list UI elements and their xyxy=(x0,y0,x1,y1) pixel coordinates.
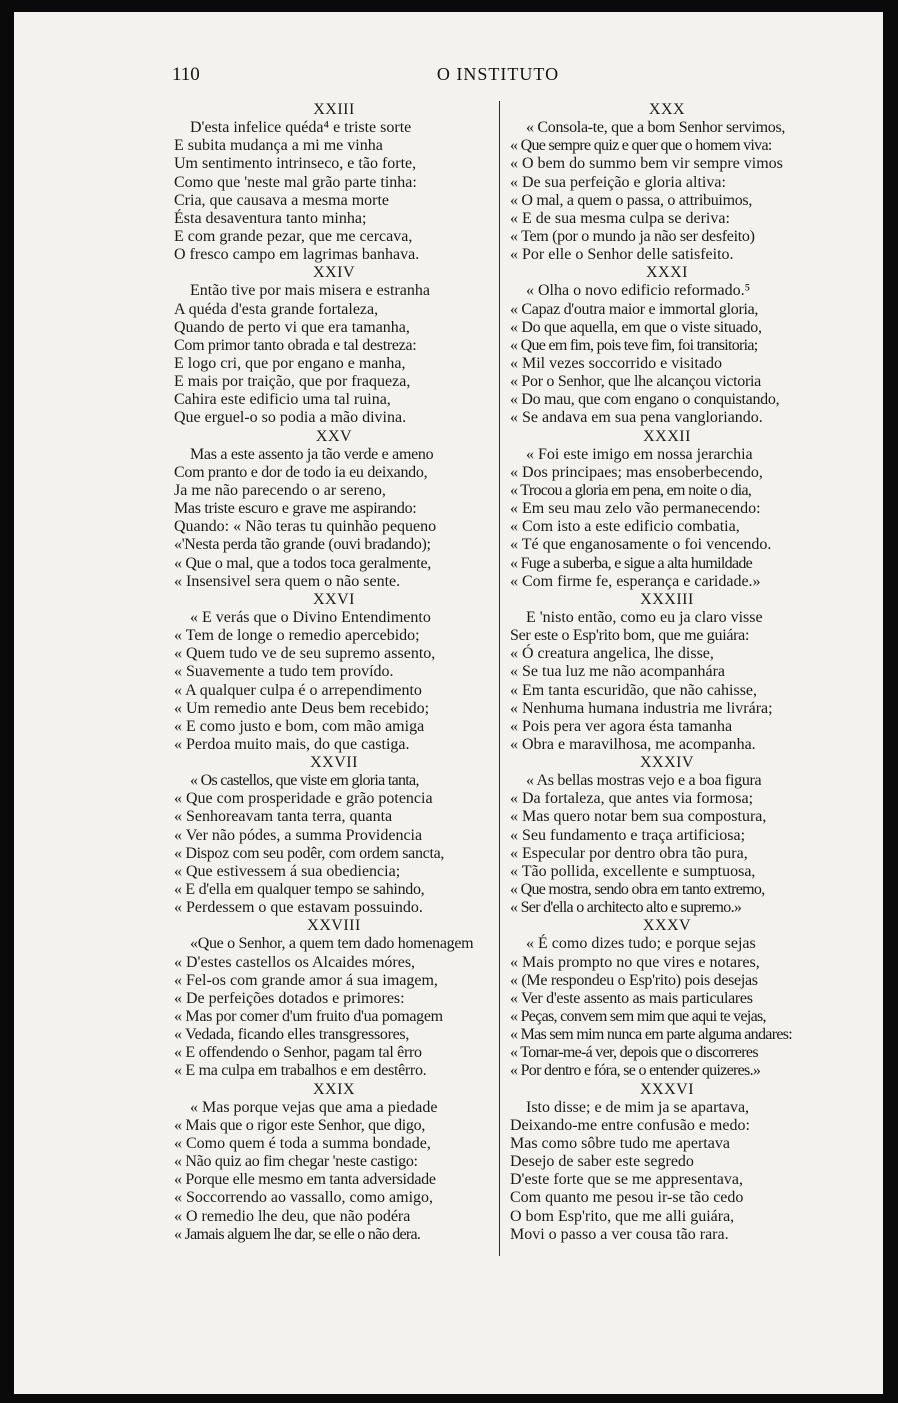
stanza xyxy=(170,101,498,264)
verse-line: « Quem tudo ve de seu supremo assento, xyxy=(174,645,436,663)
verse-line: « Foi este imigo em nossa jerarchia xyxy=(526,445,753,463)
verse-line: « Mil vezes soccorrido e visitado xyxy=(510,354,722,372)
verse-line: « Tem de longe o remedio apercebido; xyxy=(174,627,420,645)
verse-line: Com pranto e dor de todo ia eu deixando, xyxy=(174,463,428,481)
verse-line: « Tão pollida, excellente e sumptuosa, xyxy=(510,862,756,880)
verse-line: D'este forte que se me appresentava, xyxy=(510,1171,743,1189)
verse-line: « Consola-te, que a bom Senhor servimos, xyxy=(526,119,786,137)
verse-line: O fresco campo em lagrimas banhava. xyxy=(174,246,420,264)
stanza xyxy=(170,428,498,591)
verse-line: E logo cri, que por engano e manha, xyxy=(174,354,406,372)
verse-line: Cria, que causava a mesma morte xyxy=(174,191,390,209)
stanza xyxy=(506,591,828,754)
right-column xyxy=(506,101,828,1244)
verse-line: « Não quiz ao fim chegar 'neste castigo: xyxy=(174,1153,418,1171)
stanza xyxy=(170,264,498,427)
verse-line: « O mal, a quem o passa, o attribuimos, xyxy=(510,191,753,209)
stanza-numeral: XXXIV xyxy=(639,754,695,772)
stanza xyxy=(506,754,828,917)
verse-line: « Ver d'este assento as mais particulares xyxy=(510,989,753,1007)
verse-line: « Senhoreavam tanta terra, quanta xyxy=(174,808,393,826)
verse-line: E subita mudança a mi me vinha xyxy=(174,137,383,155)
verse-line: « Ó creatura angelica, lhe disse, xyxy=(510,645,714,663)
verse-line: « As bellas mostras vejo e a boa figura xyxy=(526,772,762,790)
verse-line: « Os castellos, que viste em gloria tanta, xyxy=(190,772,419,790)
stanza-numeral: XXV xyxy=(315,427,353,445)
verse-line: Isto disse; e de mim ja se apartava, xyxy=(526,1098,750,1116)
verse-line: Um sentimento intrinseco, e tão forte, xyxy=(174,155,417,173)
verse-line: « Jamais alguem lhe dar, se elle o não dera. xyxy=(174,1225,421,1243)
verse-line: Deixando-me entre confusão e medo: xyxy=(510,1116,750,1134)
stanza-numeral: XXIV xyxy=(313,264,355,282)
verse-line: « De perfeições dotados e primores: xyxy=(174,989,405,1007)
verse-line: E com grande pezar, que me cercava, xyxy=(174,227,413,245)
stanza-numeral: XXXIII xyxy=(640,590,694,608)
verse-line: Então tive por mais misera e estranha xyxy=(190,282,430,300)
stanza-numeral: XXX xyxy=(648,101,686,118)
verse-line: « Que mostra, sendo obra em tanto extremo, xyxy=(510,881,765,899)
verse-line: « Por elle o Senhor delle satisfeito. xyxy=(510,246,734,264)
verse-line: « Mas quero notar bem sua compostura, xyxy=(510,808,767,826)
verse-line: « E offendendo o Senhor, pagam tal êrro xyxy=(174,1044,422,1062)
stanza xyxy=(170,917,498,1080)
verse-line: « Do mau, que com engano o conquistando, xyxy=(510,391,780,409)
verse-line: Como que 'neste mal grão parte tinha: xyxy=(174,173,417,191)
stanza-numeral: XXIX xyxy=(313,1080,355,1098)
verse-line: « Mais que o rigor este Senhor, que digo, xyxy=(174,1116,426,1134)
stanza-numeral: XXXVI xyxy=(639,1080,695,1098)
verse-line: « É como dizes tudo; e porque sejas xyxy=(526,935,756,953)
verse-line: « D'estes castellos os Alcaides móres, xyxy=(174,953,416,971)
verse-line: « Da fortaleza, que antes via formosa; xyxy=(510,790,754,808)
verse-line: « Se tua luz me não acompanhára xyxy=(510,663,726,681)
verse-line: « Capaz d'outra maior e immortal gloria, xyxy=(510,300,759,318)
verse-line: « E ma culpa em trabalhos e em destêrro. xyxy=(174,1062,427,1080)
verse-line: « Suavemente a tudo tem provído. xyxy=(174,663,394,681)
verse-line: « Mas por comer d'um fruito d'ua pomagem xyxy=(174,1008,443,1026)
verse-line: « Ser d'ella o architecto alto e supremo.» xyxy=(510,899,742,917)
verse-line: Mas triste escuro e grave me aspirando: xyxy=(174,500,417,518)
stanza-numeral: XXVIII xyxy=(307,917,361,935)
stanza xyxy=(506,917,828,1080)
verse-line: Ser este o Esp'rito bom, que me guiára: xyxy=(510,627,750,645)
verse-line: « Com isto a este edificio combatia, xyxy=(510,518,740,536)
page-header xyxy=(172,64,824,86)
stanza-numeral: XXIII xyxy=(313,101,355,118)
verse-line: « Perdessem o que estavam possuindo. xyxy=(174,899,423,917)
verse-line: Com quanto me pesou ir-se tão cedo xyxy=(510,1189,744,1207)
stanza-numeral: XXXI xyxy=(646,264,688,282)
verse-line: « Em seu mau zelo vão permanecendo: xyxy=(510,500,761,518)
verse-line: «Que o Senhor, a quem tem dado homenagem xyxy=(190,935,474,953)
verse-line: O bom Esp'rito, que me alli guiára, xyxy=(510,1207,735,1225)
stanza xyxy=(506,101,828,264)
verse-line: A quéda d'esta grande fortaleza, xyxy=(174,300,379,318)
verse-line: Ja me não parecendo o ar sereno, xyxy=(174,481,386,499)
stanza-numeral: XXXII xyxy=(643,427,691,445)
verse-line: Ésta desaventura tanto minha; xyxy=(174,209,367,227)
verse-line: « (Me respondeu o Esp'rito) pois desejas xyxy=(510,971,758,989)
verse-line: Movi o passo a ver cousa tão rara. xyxy=(510,1225,729,1243)
stanza-numeral: XXXV xyxy=(642,917,692,935)
verse-line: « Tem (por o mundo ja não ser desfeito) xyxy=(510,227,755,245)
verse-line: « Té que enganosamente o foi vencendo. xyxy=(510,536,772,554)
verse-line: « Que estivessem á sua obediencia; xyxy=(174,862,401,880)
verse-line: « Por dentro e fóra, se o entender quizeres.» xyxy=(510,1062,761,1080)
verse-line: « Mas sem mim nunca em parte alguma andares: xyxy=(510,1026,792,1044)
stanza xyxy=(170,1081,498,1244)
verse-line: « O bem do summo bem vir sempre vimos xyxy=(510,155,783,173)
verse-line: « Se andava em sua pena vangloriando. xyxy=(510,409,763,427)
verse-line: « E de sua mesma culpa se deriva: xyxy=(510,209,730,227)
verse-line: Desejo de saber este segredo xyxy=(510,1153,694,1171)
verse-line: « E verás que o Divino Entendimento xyxy=(190,608,431,626)
verse-line: « Tornar-me-á ver, depois que o discorreres xyxy=(510,1044,758,1062)
verse-line: « Vedada, ficando elles transgressores, xyxy=(174,1026,410,1044)
verse-line: Com primor tanto obrada e tal destreza: xyxy=(174,336,417,354)
running-title: O INSTITUTO xyxy=(436,64,560,84)
verse-line: D'esta infelice quéda⁴ e triste sorte xyxy=(190,119,412,137)
verse-line: « Do que aquella, em que o viste situado, xyxy=(510,318,762,336)
stanza xyxy=(506,1081,828,1244)
verse-line: « Nenhuma humana industria me livrára; xyxy=(510,699,773,717)
verse-line: Que erguel-o so podia a mão divina. xyxy=(174,409,407,427)
verse-line: « Insensivel sera quem o não sente. xyxy=(174,572,401,590)
verse-line: « Com firme fe, esperança e caridade.» xyxy=(510,572,761,590)
verse-line: « Que em fim, pois teve fim, foi transitoria; xyxy=(510,336,758,354)
verse-line: « Seu fundamento e traça artificiosa; xyxy=(510,826,746,844)
verse-line: « Por o Senhor, que lhe alcançou victoria xyxy=(510,373,761,391)
verse-line: « Como quem é toda a summa bondade, xyxy=(174,1135,431,1153)
verse-line: « Mais prompto no que vires e notares, xyxy=(510,953,760,971)
verse-line: « Que sempre quiz e quer que o homem viva: xyxy=(510,137,772,155)
left-column xyxy=(170,101,498,1244)
page-number: 110 xyxy=(172,64,200,85)
verse-line: Cahira este edificio uma tal ruina, xyxy=(174,391,391,409)
verse-line: «'Nesta perda tão grande (ouvi bradando); xyxy=(174,536,431,554)
stanza-numeral: XXVI xyxy=(313,590,355,608)
verse-line: « Em tanta escuridão, que não cahisse, xyxy=(510,681,758,699)
verse-line: « Um remedio ante Deus bem recebido; xyxy=(174,699,430,717)
verse-line: « Pois pera ver agora ésta tamanha xyxy=(510,717,733,735)
verse-line: Quando de perto vi que era tamanha, xyxy=(174,318,410,336)
verse-line: « Fel-os com grande amor á sua imagem, xyxy=(174,971,438,989)
verse-line: Quando: « Não teras tu quinhão pequeno xyxy=(174,518,437,536)
stanza xyxy=(170,754,498,917)
verse-line: « Dispoz com seu podêr, com ordem sancta, xyxy=(174,844,445,862)
stanza-numeral: XXVII xyxy=(310,754,358,772)
verse-line: « O remedio lhe deu, que não podéra xyxy=(174,1207,411,1225)
verse-line: Mas como sôbre tudo me apertava xyxy=(510,1135,730,1153)
verse-line: « Dos principaes; mas ensoberbecendo, xyxy=(510,463,763,481)
stanza xyxy=(506,264,828,427)
verse-line: « E d'ella em qualquer tempo se sahindo, xyxy=(174,881,425,899)
verse-line: « Soccorrendo ao vassallo, como amigo, xyxy=(174,1189,434,1207)
stanza xyxy=(506,428,828,591)
verse-line: « Trocou a gloria em pena, em noite o dia, xyxy=(510,481,752,499)
verse-line: « Ver não pódes, a summa Providencia xyxy=(174,826,423,844)
verse-line: « Que o mal, que a todos toca geralmente, xyxy=(174,554,431,572)
verse-line: « Perdoa muito mais, do que castiga. xyxy=(174,735,410,753)
verse-line: « Fuge a suberba, e sigue a alta humildade xyxy=(510,554,753,572)
verse-line: E mais por traição, que por fraqueza, xyxy=(174,373,411,391)
verse-line: Mas a este assento ja tão verde e ameno xyxy=(190,445,434,463)
verse-line: « Obra e maravilhosa, me acompanha. xyxy=(510,735,756,753)
verse-line: « Mas porque vejas que ama a piedade xyxy=(190,1098,438,1116)
verse-line: « Que com prosperidade e grão potencia xyxy=(174,790,433,808)
verse-line: E 'nisto então, como eu ja claro visse xyxy=(526,608,763,626)
column-divider xyxy=(499,101,500,1256)
verse-line: « E como justo e bom, com mão amiga xyxy=(174,717,425,735)
verse-line: « Porque elle mesmo em tanta adversidade xyxy=(174,1171,436,1189)
verse-line: « De sua perfeição e gloria altiva: xyxy=(510,173,726,191)
verse-line: « A qualquer culpa é o arrependimento xyxy=(174,681,422,699)
verse-line: « Especular por dentro obra tão pura, xyxy=(510,844,748,862)
verse-line: « Peças, convem sem mim que aqui te vejas, xyxy=(510,1008,766,1026)
stanza xyxy=(170,591,498,754)
verse-line: « Olha o novo edificio reformado.⁵ xyxy=(526,282,751,300)
